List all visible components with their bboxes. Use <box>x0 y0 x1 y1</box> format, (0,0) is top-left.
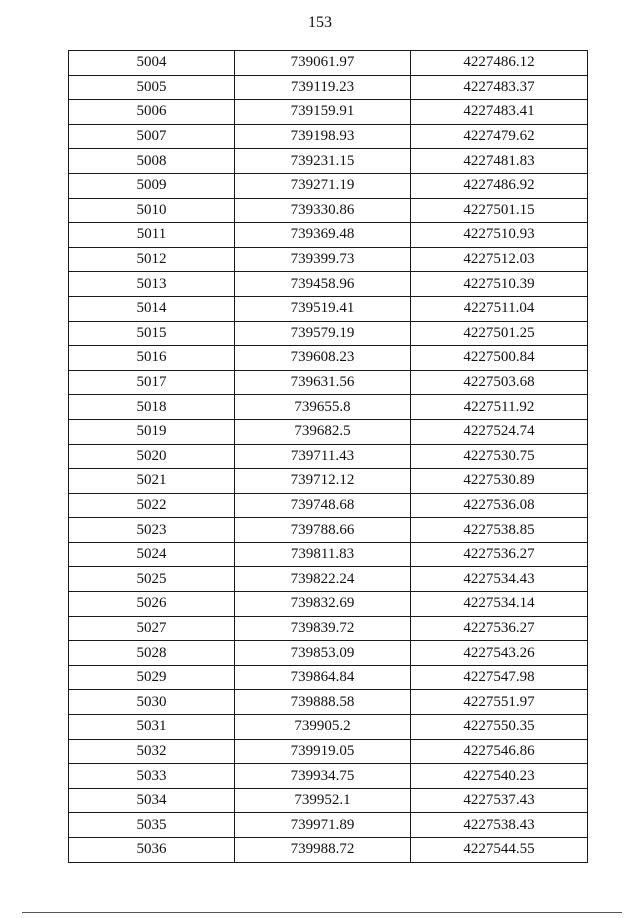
y-coordinate-cell: 4227510.93 <box>411 223 588 248</box>
coordinate-table <box>68 50 588 863</box>
x-coordinate-cell: 739864.84 <box>235 665 411 690</box>
point-number-cell: 5024 <box>69 542 235 567</box>
x-coordinate-cell: 739952.1 <box>235 788 411 813</box>
y-coordinate-cell: 4227530.89 <box>411 469 588 494</box>
y-coordinate-cell: 4227500.84 <box>411 346 588 371</box>
table-row <box>69 100 588 125</box>
table-row <box>69 641 588 666</box>
point-number-cell: 5036 <box>69 838 235 863</box>
table-row <box>69 149 588 174</box>
point-number-cell: 5014 <box>69 296 235 321</box>
point-number-cell: 5016 <box>69 346 235 371</box>
point-number-cell: 5032 <box>69 739 235 764</box>
y-coordinate-cell: 4227534.43 <box>411 567 588 592</box>
y-coordinate-cell: 4227511.04 <box>411 296 588 321</box>
point-number-cell: 5006 <box>69 100 235 125</box>
y-coordinate-cell: 4227544.55 <box>411 838 588 863</box>
point-number-cell: 5008 <box>69 149 235 174</box>
table-row <box>69 444 588 469</box>
x-coordinate-cell: 739061.97 <box>235 51 411 76</box>
y-coordinate-cell: 4227536.27 <box>411 542 588 567</box>
y-coordinate-cell: 4227503.68 <box>411 370 588 395</box>
y-coordinate-cell: 4227538.43 <box>411 813 588 838</box>
y-coordinate-cell: 4227550.35 <box>411 715 588 740</box>
y-coordinate-cell: 4227511.92 <box>411 395 588 420</box>
table-row <box>69 567 588 592</box>
y-coordinate-cell: 4227483.37 <box>411 75 588 100</box>
x-coordinate-cell: 739399.73 <box>235 247 411 272</box>
point-number-cell: 5011 <box>69 223 235 248</box>
table-row <box>69 173 588 198</box>
y-coordinate-cell: 4227501.25 <box>411 321 588 346</box>
table-row <box>69 715 588 740</box>
point-number-cell: 5029 <box>69 665 235 690</box>
table-row <box>69 542 588 567</box>
table-row <box>69 272 588 297</box>
y-coordinate-cell: 4227538.85 <box>411 518 588 543</box>
point-number-cell: 5018 <box>69 395 235 420</box>
page-number: 153 <box>308 14 332 31</box>
x-coordinate-cell: 739231.15 <box>235 149 411 174</box>
x-coordinate-cell: 739579.19 <box>235 321 411 346</box>
y-coordinate-cell: 4227547.98 <box>411 665 588 690</box>
point-number-cell: 5033 <box>69 764 235 789</box>
table-row <box>69 75 588 100</box>
table-row <box>69 247 588 272</box>
x-coordinate-cell: 739711.43 <box>235 444 411 469</box>
x-coordinate-cell: 739832.69 <box>235 592 411 617</box>
x-coordinate-cell: 739888.58 <box>235 690 411 715</box>
table-row <box>69 395 588 420</box>
y-coordinate-cell: 4227540.23 <box>411 764 588 789</box>
x-coordinate-cell: 739971.89 <box>235 813 411 838</box>
point-number-cell: 5034 <box>69 788 235 813</box>
y-coordinate-cell: 4227546.86 <box>411 739 588 764</box>
x-coordinate-cell: 739682.5 <box>235 419 411 444</box>
x-coordinate-cell: 739839.72 <box>235 616 411 641</box>
table-row <box>69 788 588 813</box>
x-coordinate-cell: 739608.23 <box>235 346 411 371</box>
point-number-cell: 5031 <box>69 715 235 740</box>
table-row <box>69 223 588 248</box>
x-coordinate-cell: 739919.05 <box>235 739 411 764</box>
table-row <box>69 690 588 715</box>
point-number-cell: 5015 <box>69 321 235 346</box>
point-number-cell: 5026 <box>69 592 235 617</box>
x-coordinate-cell: 739631.56 <box>235 370 411 395</box>
x-coordinate-cell: 739934.75 <box>235 764 411 789</box>
point-number-cell: 5030 <box>69 690 235 715</box>
point-number-cell: 5019 <box>69 419 235 444</box>
x-coordinate-cell: 739811.83 <box>235 542 411 567</box>
x-coordinate-cell: 739748.68 <box>235 493 411 518</box>
table-row <box>69 419 588 444</box>
table-row <box>69 838 588 863</box>
x-coordinate-cell: 739369.48 <box>235 223 411 248</box>
table-row <box>69 493 588 518</box>
point-number-cell: 5027 <box>69 616 235 641</box>
point-number-cell: 5004 <box>69 51 235 76</box>
table-row <box>69 518 588 543</box>
x-coordinate-cell: 739271.19 <box>235 173 411 198</box>
y-coordinate-cell: 4227510.39 <box>411 272 588 297</box>
point-number-cell: 5010 <box>69 198 235 223</box>
point-number-cell: 5009 <box>69 173 235 198</box>
y-coordinate-cell: 4227486.92 <box>411 173 588 198</box>
table-row <box>69 296 588 321</box>
point-number-cell: 5020 <box>69 444 235 469</box>
x-coordinate-cell: 739788.66 <box>235 518 411 543</box>
x-coordinate-cell: 739458.96 <box>235 272 411 297</box>
y-coordinate-cell: 4227537.43 <box>411 788 588 813</box>
point-number-cell: 5013 <box>69 272 235 297</box>
table-row <box>69 198 588 223</box>
x-coordinate-cell: 739198.93 <box>235 124 411 149</box>
table-row <box>69 739 588 764</box>
table-row <box>69 665 588 690</box>
point-number-cell: 5005 <box>69 75 235 100</box>
y-coordinate-cell: 4227524.74 <box>411 419 588 444</box>
y-coordinate-cell: 4227483.41 <box>411 100 588 125</box>
table-row <box>69 346 588 371</box>
table-row <box>69 813 588 838</box>
y-coordinate-cell: 4227501.15 <box>411 198 588 223</box>
y-coordinate-cell: 4227536.08 <box>411 493 588 518</box>
point-number-cell: 5028 <box>69 641 235 666</box>
table-row <box>69 51 588 76</box>
footer-rule <box>22 912 622 913</box>
x-coordinate-cell: 739905.2 <box>235 715 411 740</box>
x-coordinate-cell: 739119.23 <box>235 75 411 100</box>
point-number-cell: 5025 <box>69 567 235 592</box>
x-coordinate-cell: 739159.91 <box>235 100 411 125</box>
x-coordinate-cell: 739519.41 <box>235 296 411 321</box>
table-row <box>69 124 588 149</box>
y-coordinate-cell: 4227543.26 <box>411 641 588 666</box>
table-row <box>69 616 588 641</box>
y-coordinate-cell: 4227512.03 <box>411 247 588 272</box>
x-coordinate-cell: 739712.12 <box>235 469 411 494</box>
y-coordinate-cell: 4227481.83 <box>411 149 588 174</box>
y-coordinate-cell: 4227479.62 <box>411 124 588 149</box>
y-coordinate-cell: 4227530.75 <box>411 444 588 469</box>
table-row <box>69 592 588 617</box>
point-number-cell: 5035 <box>69 813 235 838</box>
table-row <box>69 370 588 395</box>
table-row <box>69 321 588 346</box>
table-row <box>69 469 588 494</box>
point-number-cell: 5017 <box>69 370 235 395</box>
table-row <box>69 764 588 789</box>
point-number-cell: 5007 <box>69 124 235 149</box>
point-number-cell: 5021 <box>69 469 235 494</box>
x-coordinate-cell: 739822.24 <box>235 567 411 592</box>
y-coordinate-cell: 4227551.97 <box>411 690 588 715</box>
y-coordinate-cell: 4227486.12 <box>411 51 588 76</box>
y-coordinate-cell: 4227534.14 <box>411 592 588 617</box>
point-number-cell: 5023 <box>69 518 235 543</box>
point-number-cell: 5012 <box>69 247 235 272</box>
coordinate-table-body <box>69 51 588 863</box>
x-coordinate-cell: 739988.72 <box>235 838 411 863</box>
y-coordinate-cell: 4227536.27 <box>411 616 588 641</box>
x-coordinate-cell: 739853.09 <box>235 641 411 666</box>
x-coordinate-cell: 739655.8 <box>235 395 411 420</box>
x-coordinate-cell: 739330.86 <box>235 198 411 223</box>
point-number-cell: 5022 <box>69 493 235 518</box>
